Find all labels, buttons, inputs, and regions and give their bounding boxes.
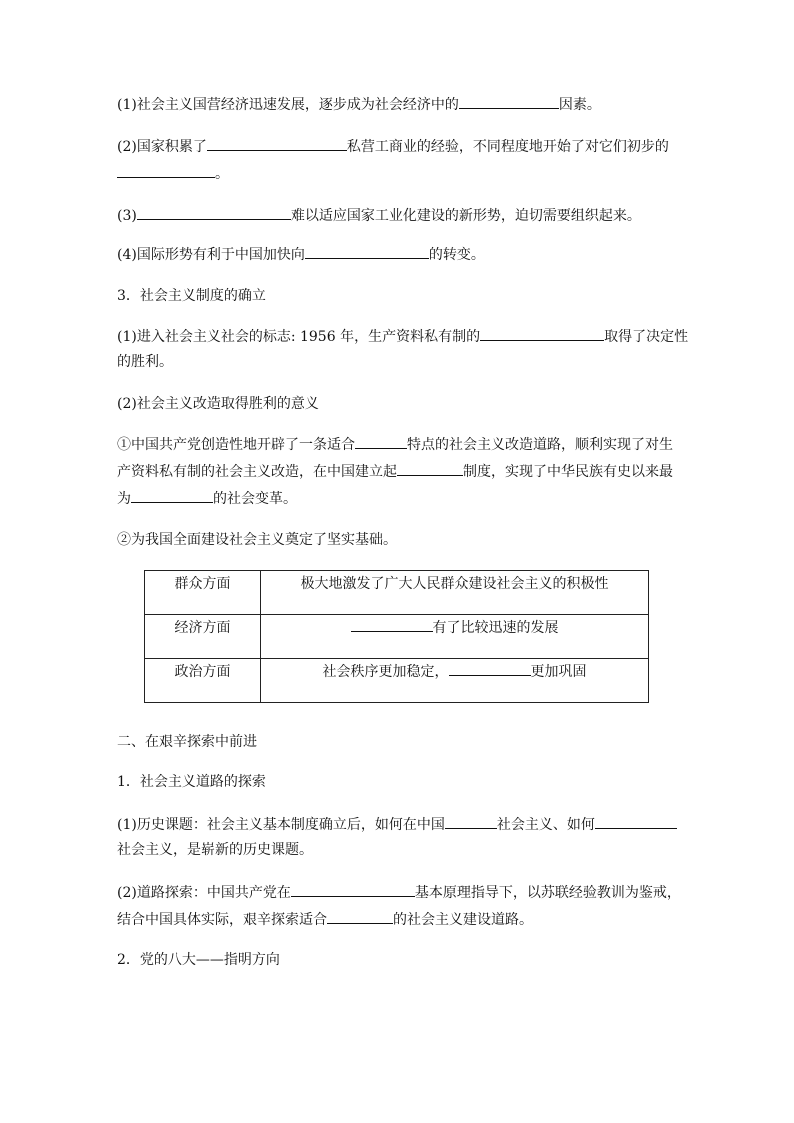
establish-p1-prefix: (1)进入社会主义社会的标志: 1956 年，生产资料私有制的: [117, 329, 481, 345]
table-content-cell: [261, 659, 649, 703]
explore-p2-l2-prefix: 结合中国具体实际，艰辛探索适合: [117, 912, 327, 928]
table-label-cell: 经济方面: [145, 615, 261, 659]
blank-field[interactable]: [207, 136, 347, 151]
significance-table: [144, 570, 649, 703]
explore-p2-suffix: 基本原理指导下，以苏联经验教训为鉴戒，: [414, 885, 681, 901]
establish-p3-l3-suffix: 的社会变革。: [213, 491, 297, 507]
establish-p3-l1-suffix: 特点的社会主义改造道路，顺利实现了对生: [407, 437, 673, 453]
item-2-line-1: [117, 136, 669, 158]
item-3-suffix: 难以适应国家工业化建设的新形势，迫切需要组织起来。: [290, 208, 641, 224]
table-content-cell: [261, 571, 649, 615]
table-content-cell: [261, 615, 649, 659]
blank-field[interactable]: [397, 461, 463, 476]
establish-p2: (2)社会主义改造取得胜利的意义: [117, 396, 319, 412]
blank-field[interactable]: [459, 94, 559, 109]
explore-p1-prefix: (1)历史课题：社会主义基本制度确立后，如何在中国: [117, 817, 445, 833]
establish-p3-l2-suffix: 制度，实现了中华民族有史以来最: [463, 464, 673, 480]
explore-p2-prefix: (2)道路探索：中国共产党在: [117, 885, 291, 901]
establish-p3-l3-prefix: 为: [117, 491, 131, 507]
blank-field[interactable]: [137, 205, 291, 220]
establish-p1-line1: [117, 326, 688, 348]
blank-field[interactable]: [117, 163, 215, 178]
heading-section-2: 二、在艰辛探索中前进: [117, 734, 257, 750]
establish-p3-l1-prefix: ①中国共产党创造性地开辟了一条适合: [117, 437, 355, 453]
blank-field[interactable]: [449, 661, 531, 676]
establish-p3-line1: [117, 434, 673, 456]
table-row-3-suffix: 更加巩固: [530, 664, 587, 680]
explore-p2-line2: [117, 909, 533, 931]
blank-field[interactable]: [445, 814, 497, 829]
blank-field[interactable]: [595, 814, 677, 829]
table-row-2-text: 有了比较迅速的发展: [432, 620, 559, 636]
blank-field[interactable]: [305, 244, 429, 259]
table-row-1-text: 极大地激发了广大人民群众建设社会主义的积极性: [300, 576, 609, 592]
explore-p2-line1: [117, 882, 681, 904]
table-row: [145, 659, 649, 703]
heading-eighth-congress: 2．党的八大——指明方向: [117, 952, 280, 968]
blank-field[interactable]: [480, 326, 604, 341]
explore-p1-line1: [117, 814, 677, 836]
item-2-suffix: 。: [215, 166, 229, 182]
explore-p1-line2: 社会主义，是崭新的历史课题。: [117, 842, 313, 858]
establish-p3-line2: [117, 461, 673, 483]
table-row-3-prefix: 社会秩序更加稳定，: [322, 664, 449, 680]
explore-p2-l2-suffix: 的社会主义建设道路。: [393, 912, 533, 928]
item-4: [117, 244, 485, 266]
table-label-cell: 政治方面: [145, 659, 261, 703]
explore-p1-middle: 社会主义、如何: [496, 817, 595, 833]
establish-p3-line3: [117, 488, 297, 510]
blank-field[interactable]: [131, 488, 213, 503]
heading-establish: 3．社会主义制度的确立: [117, 288, 266, 304]
item-1-suffix: 因素。: [558, 97, 601, 113]
establish-p1-line2: 的胜利。: [117, 354, 173, 370]
establish-p3-l2-prefix: 产资料私有制的社会主义改造，在中国建立起: [117, 464, 397, 480]
establish-p4: ②为我国全面建设社会主义奠定了坚实基础。: [117, 532, 397, 548]
table-row: [145, 615, 649, 659]
table-row: [145, 571, 649, 615]
establish-p1-suffix: 取得了决定性: [604, 329, 689, 345]
item-3-prefix: (3): [117, 208, 137, 224]
item-4-suffix: 的转变。: [428, 247, 485, 263]
heading-road-explore: 1．社会主义道路的探索: [117, 774, 266, 790]
blank-field[interactable]: [327, 909, 393, 924]
blank-field[interactable]: [291, 882, 415, 897]
item-1: [117, 94, 601, 116]
table-label-cell: 群众方面: [145, 571, 261, 615]
item-2-line-2: [117, 163, 229, 185]
item-4-prefix: (4)国际形势有利于中国加快向: [117, 247, 305, 263]
item-2-prefix: (2)国家积累了: [117, 139, 207, 155]
item-2-middle: 私营工商业的经验，不同程度地开始了对它们初步的: [346, 139, 669, 155]
item-3: [117, 205, 641, 227]
blank-field[interactable]: [351, 617, 433, 632]
item-1-prefix: (1)社会主义国营经济迅速发展，逐步成为社会经济中的: [117, 97, 459, 113]
blank-field[interactable]: [355, 434, 407, 449]
